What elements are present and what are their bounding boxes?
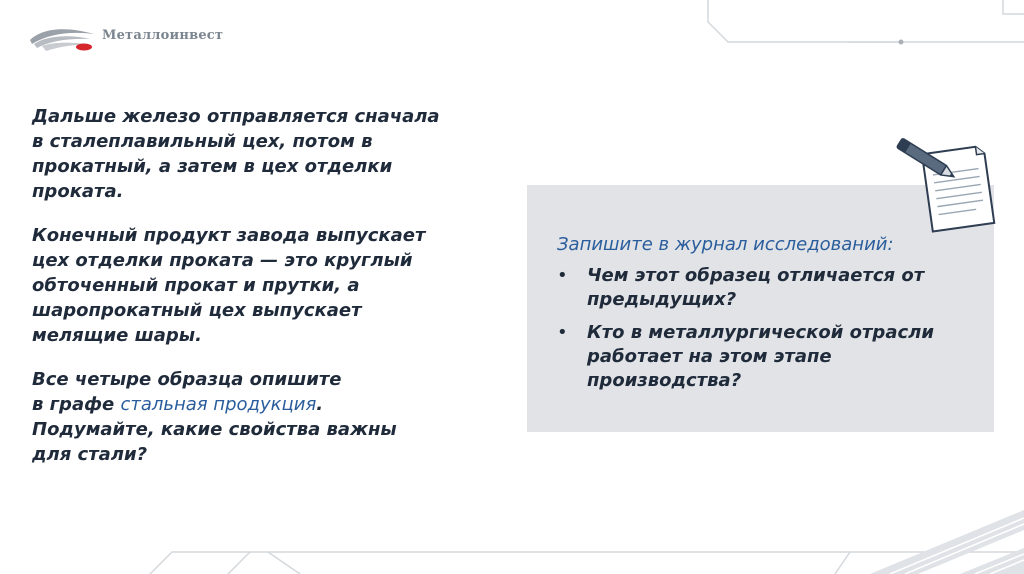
journal-question-text: Чем этот образец отличается от предыдущих? <box>587 265 925 310</box>
company-logo <box>28 20 268 60</box>
journal-title: Запишите в журнал исследований: <box>557 234 894 255</box>
paragraph-instructions <box>32 367 492 467</box>
journal-question-text: Кто в металлургической отрасли работает на этом этапе производства? <box>587 322 934 391</box>
notebook-pen-icon <box>893 136 1003 236</box>
paragraph-instructions-post: . Подумайте, какие свойства важны для стали? <box>32 394 397 465</box>
steel-products-highlight: стальная продукция <box>120 394 317 415</box>
paragraph-final-product: Конечный продукт завода выпускает цех отделки проката — это круглый обточенный прокат и прутки, а шаропрокатный цех выпускает мелящие шары. <box>32 225 426 346</box>
main-text <box>32 104 492 486</box>
bullet-marker: • <box>557 265 568 286</box>
logo-mark-icon <box>28 24 98 54</box>
list-item <box>557 321 977 393</box>
paragraph-instructions-pre: Все четыре образца опишите в графе <box>32 369 342 415</box>
paragraph-iron-route: Дальше железо отправляется сначала в сталеплавильный цех, потом в прокатный, а затем в цех отделки проката. <box>32 106 440 202</box>
bullet-marker: • <box>557 322 568 343</box>
list-item <box>557 264 977 312</box>
journal-question-list <box>557 264 977 402</box>
logo-text: Металлоинвест <box>102 28 224 43</box>
